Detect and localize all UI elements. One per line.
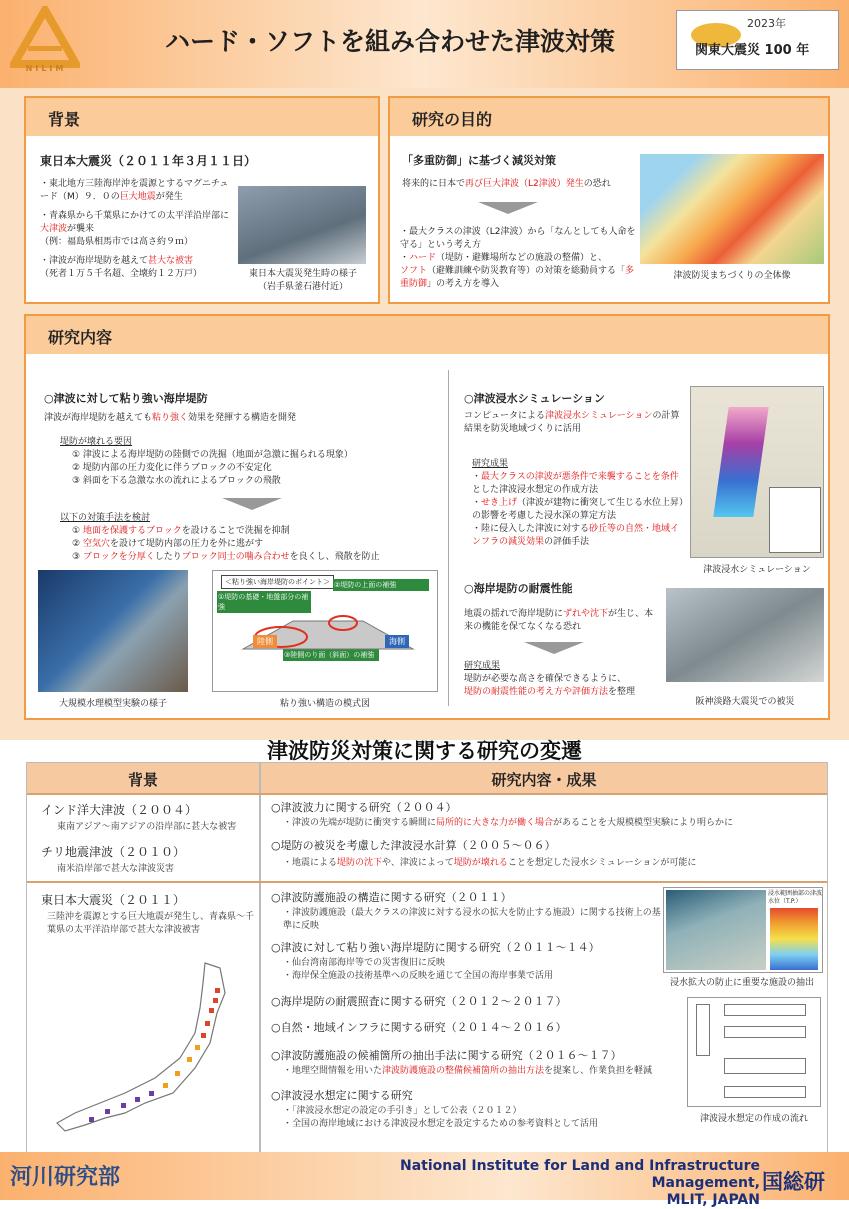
tsunami-photo xyxy=(238,186,366,264)
seismic-results: 研究成果 堤防が必要な高さを確保できるように、 堤防の耐震性能の考え方や評価方法を整理 xyxy=(464,661,636,697)
research-wave-force: ○津波波力に関する研究（２００４） xyxy=(271,801,457,814)
simulation-title: ○津波浸水シミュレーション xyxy=(464,392,605,405)
research-natural-infra: ○自然・地域インフラに関する研究（２０１４〜２０１６） xyxy=(271,1021,567,1034)
extraction-caption: 浸水拡大の防止に重要な施設の抽出 xyxy=(669,978,814,988)
purpose-heading: 研究の目的 xyxy=(390,98,828,136)
footer-institute: National Institute for Land and Infrastructure Management, MLIT, JAPAN xyxy=(400,1158,760,1208)
history-table: 背景 研究内容・成果 インド洋大津波（２００４） 東南アジア〜南アジアの沿岸部に甚大な被害 チリ地震津波（２０１０） 南米沿岸部で甚大な津波災害 東日本大震災（２０１１） 三陸沖を震源とする巨大地震が発生し、青森県〜千葉県の太平洋沿岸部で甚大な津波被害 ○津波波力に関する研究（２００４） ・津波の先端が堤防に衝突する瞬間に局所的に大きな力が働く場合があることを大規模模型実験により明らかに ○堤防の被災を考慮した津波浸水計算（２００５〜０６） ・地震による堤防の沈下や、津波によって堤防が壊れることを想定した浸水シミュレーションが可能に ○津波防護施設の構造に関する研究（２０１１） ・津波防護施設（最大クラスの津波に対する浸水の拡大を防止する施設）に関する技術上の基準に反映 ○津波に対して粘り強い海岸堤防に関する研究（２０１１〜１４） ・仙台湾南部海岸等での災害復旧に反映 ・海岸保全施設の技術基準への反映を通じて全国の海岸事業で活用 ○海岸堤防の耐震照査に関する研究（２０１２〜２０１７） ○自然・地域インフラに関する研究（２０１４〜２０１６） ○津波防護施設の候補箇所の抽出手法に関する研究（２０１６〜１７） ・地理空間情報を用いた津波防護施設の整備候補箇所の抽出方法を提案し、作業負担を軽減 ○津波浸水想定に関する研究 ・「津波浸水想定の設定の手引き」として公表（２０１２） ・全国の海岸地域における津波浸水想定を設定するための参考資料として活用 浸水範囲抽部の津波水位（T.P.） 浸水拡大の防止に重要な施設の抽出 津波浸水想定の作成の流れ xyxy=(26,762,828,1154)
purpose-bullets: ・最大クラスの津波（L2津波）から「なんとしても人命を守る」という考え方 ・ハード（堤防・避難場所などの施設の整備）と、 ソフト（避難訓練や防災教育等）の対策を総動員する「多重防御」の考え方を導入 xyxy=(400,227,636,289)
background-bullets: ・東北地方三陸海岸沖を震源とするマグニチュード（M）９．０の巨大地震が発生 ・青森県から千葉県にかけての太平洋沿岸部に大津波が襲来 （例：福島県相馬市では高さ約９ｍ） ・津波が海岸堤防を越えて甚大な被害 （死者１万５千名超、全壊約１２万戸） xyxy=(40,179,230,279)
research-levee-damage: ○堤防の被災を考慮した津波浸水計算（２００５〜０６） xyxy=(271,839,556,852)
simulation-caption: 津波浸水シミュレーション xyxy=(703,565,811,575)
experiment-caption: 大規模水理模型実験の様子 xyxy=(58,699,167,709)
purpose-caption: 津波防災まちづくりの全体像 xyxy=(673,271,791,281)
bg-indian-ocean: インド洋大津波（２００４） xyxy=(41,803,198,817)
centennial-badge xyxy=(676,10,839,70)
col-research: 研究内容・成果 xyxy=(261,763,827,793)
history-title: 津波防災対策に関する研究の変遷 xyxy=(267,739,582,763)
measure-list: 以下の対策手法を検討 ① 地面を保護するブロックを設けることで洗掘を抑制 ② 空気穴を設けて堤防内部の圧力を外に逃がす ③ ブロックを分厚くしたりブロック同士の噛み合わせを良くし、飛散を防止 xyxy=(60,513,380,562)
badge-text: 関東大震災 100 年 xyxy=(695,43,810,58)
research-facility-structure: ○津波防護施設の構造に関する研究（２０１１） xyxy=(271,891,512,904)
down-arrow-icon-2 xyxy=(222,498,282,510)
photo-caption-2: （岩手県釜石港付近） xyxy=(257,282,348,292)
photo-caption-1: 東日本大震災発生時の様子 xyxy=(248,269,357,279)
seismic-title: ○海岸堤防の耐震性能 xyxy=(464,582,573,595)
purpose-panel: 研究の目的 「多重防御」に基づく減災対策 将来的に日本で再び巨大津波（L2津波）発生の恐れ ・最大クラスの津波（L2津波）から「なんとしても人命を守る」という考え方 ・ハード（堤防・避難場所などの施設の整備）と、 ソフト（避難訓練や防災教育等）の対策を総動員する「多重防御」の考え方を導入 津波防災まちづくりの全体像 xyxy=(388,96,830,304)
simulation-results: 研究成果 ・最大クラスの津波が悪条件で来襲することを条件とした津波浸水想定の作成方法 ・せき上げ（津波が建物に衝突して生じる水位上昇）の影響を考慮した浸水深の算定方法 ・陸に侵入した津波に対する砂丘等の自然・地域インフラの減災効果の評価手法 xyxy=(472,459,684,547)
experiment-photo xyxy=(38,570,188,692)
background-panel xyxy=(24,96,380,304)
japan-map-icon xyxy=(45,953,251,1149)
purpose-sub: 「多重防御」に基づく減災対策 xyxy=(402,154,556,167)
page-title: ハード・ソフトを組み合わせた津波対策 xyxy=(164,27,615,56)
flow-caption: 津波浸水想定の作成の流れ xyxy=(699,1114,808,1124)
damage-photo xyxy=(666,588,824,682)
nilim-label: NILIM xyxy=(25,64,67,73)
research-inundation-estimate: ○津波浸水想定に関する研究 xyxy=(271,1089,413,1102)
facility-extraction-map: 浸水範囲抽部の津波水位（T.P.） xyxy=(663,887,823,973)
research-resilient-seawall: ○津波に対して粘り強い海岸堤防に関する研究（２０１１〜１４） xyxy=(271,941,600,954)
content-heading: 研究内容 xyxy=(26,316,828,354)
down-arrow-icon xyxy=(478,202,538,214)
flow-chart xyxy=(687,997,821,1107)
background-heading: 背景 xyxy=(26,98,378,136)
bg-chile: チリ地震津波（２０１０） xyxy=(41,845,186,859)
badge-year: 2023年 xyxy=(747,17,786,30)
inundation-map xyxy=(690,386,824,558)
seawall-title: ○津波に対して粘り強い海岸堤防 xyxy=(44,392,208,405)
diagram-caption: 粘り強い構造の模式図 xyxy=(279,699,370,709)
town-planning-illustration xyxy=(640,154,824,264)
research-candidate-extraction: ○津波防護施設の候補箇所の抽出手法に関する研究（２０１６〜１７） xyxy=(271,1049,622,1062)
footer-kanji-logo: 国総研 xyxy=(762,1170,825,1194)
cause-list: 堤防が壊れる要因 ① 津波による海岸堤防の陸側での洗掘（地面が急激に掘られる現象） ② 堤防内部の圧力変化に伴うブロックの不安定化 ③ 斜面を下る急激な水の流れによるブロックの飛散 xyxy=(60,437,353,486)
content-panel: 研究内容 ○津波に対して粘り強い海岸堤防 津波が海岸堤防を越えても粘り強く効果を発揮する構造を開発 堤防が壊れる要因 ① 津波による海岸堤防の陸側での洗掘（地面が急激に掘られる現象） ② 堤防内部の圧力変化に伴うブロックの不安定化 ③ 斜面を下る急激な水の流れによるブロックの飛散 以下の対策手法を検討 ① 地面を保護するブロックを設けることで洗掘を抑制 ② 空気穴を設けて堤防内部の圧力を外に逃がす ③ ブロックを分厚くしたりブロック同士の噛み合わせを良くし、飛散を防止 大規模水理模型実験の様子 ＜粘り強い海岸堤防のポイント＞ ①堤防の基礎・地盤部分の補強 ②堤防の上面の補強 ③陸側のり面（斜面）の補強 陸側 海側 粘り強い構造の模式図 ○津波浸水シミュレーション コンピュータによる津波浸水シミュレーションの計算結果を防災地域づくりに活用 研究成果 ・最大クラスの津波が悪条件で来襲することを条件とした津波浸水想定の作成方法 ・せき上げ（津波が建物に衝突して生じる水位上昇）の影響を考慮した浸水深の算定方法 ・陸に侵入した津波に対する砂丘等の自然・地域インフラの減災効果の評価手法 津波浸水シミュレーション ○海岸堤防の耐震性能 地震の揺れで海岸堤防にずれや沈下が生じ、本来の機能を保てなくなる恐れ 研究成果 堤防が必要な高さを確保できるように、 堤防の耐震性能の考え方や評価方法を整理 阪神淡路大震災での被災 xyxy=(24,314,830,720)
footer-department: 河川研究部 xyxy=(10,1165,121,1190)
structure-diagram: ＜粘り強い海岸堤防のポイント＞ ①堤防の基礎・地盤部分の補強 ②堤防の上面の補強 ③陸側のり面（斜面）の補強 陸側 海側 xyxy=(212,570,438,692)
down-arrow-icon-3 xyxy=(524,642,584,654)
research-seismic-check: ○海岸堤防の耐震照査に関する研究（２０１２〜２０１７） xyxy=(271,995,567,1008)
bg-great-east-japan: 東日本大震災（２０１１） xyxy=(41,893,186,907)
damage-caption: 阪神淡路大震災での被災 xyxy=(695,697,795,707)
background-event: 東日本大震災（２０１１年３月１１日） xyxy=(40,154,257,168)
col-background: 背景 xyxy=(27,763,259,793)
